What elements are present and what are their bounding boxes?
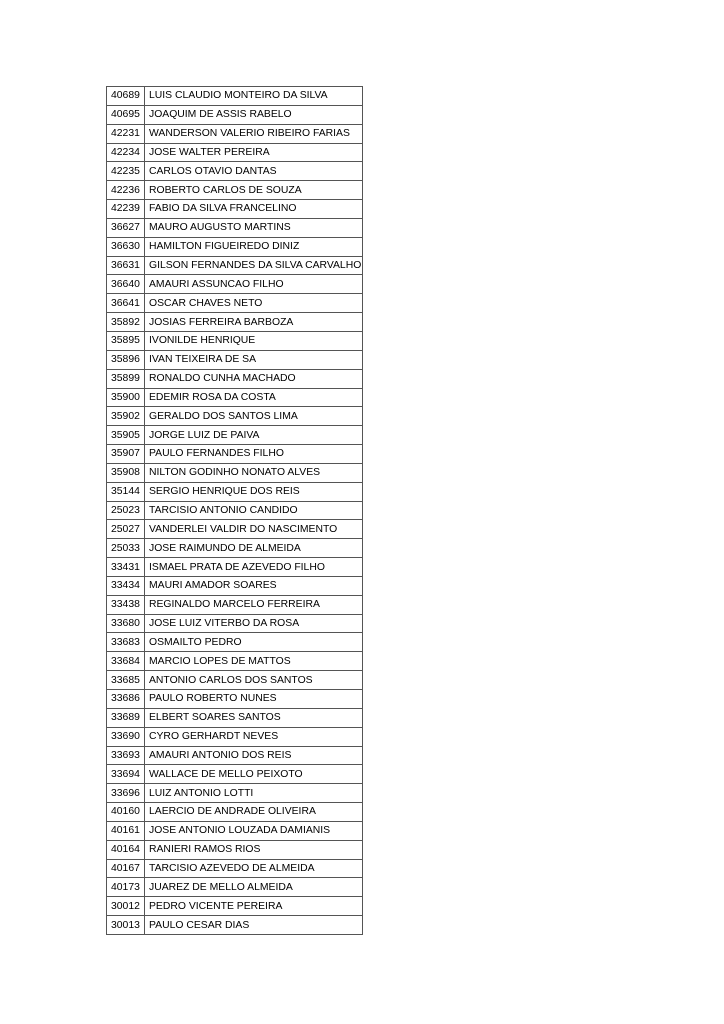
table-row (107, 482, 363, 501)
row-name-cell: JOSE RAIMUNDO DE ALMEIDA (145, 539, 363, 558)
table-row (107, 275, 363, 294)
row-name-cell: LAERCIO DE ANDRADE OLIVEIRA (145, 803, 363, 822)
table-row (107, 143, 363, 162)
row-code-cell: 35896 (107, 350, 145, 369)
row-code-cell: 33684 (107, 652, 145, 671)
row-name-cell: EDEMIR ROSA DA COSTA (145, 388, 363, 407)
row-name-cell: JOSE ANTONIO LOUZADA DAMIANIS (145, 821, 363, 840)
table-row (107, 821, 363, 840)
row-code-cell: 33680 (107, 614, 145, 633)
table-row (107, 916, 363, 935)
table-row (107, 87, 363, 106)
row-code-cell: 42236 (107, 181, 145, 200)
table-row (107, 652, 363, 671)
row-code-cell: 42231 (107, 124, 145, 143)
roster-table (106, 86, 363, 935)
table-row (107, 124, 363, 143)
table-row (107, 407, 363, 426)
table-row (107, 218, 363, 237)
table-row (107, 690, 363, 709)
row-code-cell: 40161 (107, 821, 145, 840)
row-name-cell: MAURI AMADOR SOARES (145, 576, 363, 595)
row-code-cell: 33683 (107, 633, 145, 652)
row-code-cell: 42235 (107, 162, 145, 181)
row-code-cell: 40695 (107, 105, 145, 124)
table-row (107, 633, 363, 652)
table-row (107, 520, 363, 539)
row-name-cell: ANTONIO CARLOS DOS SANTOS (145, 671, 363, 690)
row-name-cell: MAURO AUGUSTO MARTINS (145, 218, 363, 237)
row-code-cell: 35899 (107, 369, 145, 388)
row-code-cell: 30013 (107, 916, 145, 935)
row-code-cell: 42239 (107, 200, 145, 219)
row-name-cell: PAULO FERNANDES FILHO (145, 445, 363, 464)
row-code-cell: 33694 (107, 765, 145, 784)
row-code-cell: 36630 (107, 237, 145, 256)
row-code-cell: 25023 (107, 501, 145, 520)
row-code-cell: 36640 (107, 275, 145, 294)
row-name-cell: FABIO DA SILVA FRANCELINO (145, 200, 363, 219)
row-name-cell: JUAREZ DE MELLO ALMEIDA (145, 878, 363, 897)
row-name-cell: JOSE WALTER PEREIRA (145, 143, 363, 162)
row-code-cell: 40173 (107, 878, 145, 897)
table-row (107, 576, 363, 595)
row-name-cell: ELBERT SOARES SANTOS (145, 708, 363, 727)
row-code-cell: 42234 (107, 143, 145, 162)
row-code-cell: 35908 (107, 463, 145, 482)
row-name-cell: JOAQUIM DE ASSIS RABELO (145, 105, 363, 124)
row-code-cell: 40167 (107, 859, 145, 878)
row-name-cell: HAMILTON FIGUEIREDO DINIZ (145, 237, 363, 256)
row-code-cell: 40160 (107, 803, 145, 822)
table-row (107, 727, 363, 746)
table-row (107, 181, 363, 200)
row-name-cell: NILTON GODINHO NONATO ALVES (145, 463, 363, 482)
row-name-cell: AMAURI ANTONIO DOS REIS (145, 746, 363, 765)
row-code-cell: 40164 (107, 840, 145, 859)
row-name-cell: RONALDO CUNHA MACHADO (145, 369, 363, 388)
table-row (107, 897, 363, 916)
table-row (107, 539, 363, 558)
table-row (107, 671, 363, 690)
row-code-cell: 40689 (107, 87, 145, 106)
table-row (107, 614, 363, 633)
table-row (107, 765, 363, 784)
table-row (107, 313, 363, 332)
table-row (107, 558, 363, 577)
row-code-cell: 35144 (107, 482, 145, 501)
roster-table-body (107, 87, 363, 935)
row-name-cell: AMAURI ASSUNCAO FILHO (145, 275, 363, 294)
row-name-cell: ISMAEL PRATA DE AZEVEDO FILHO (145, 558, 363, 577)
table-row (107, 859, 363, 878)
row-code-cell: 33689 (107, 708, 145, 727)
row-code-cell: 36627 (107, 218, 145, 237)
table-row (107, 746, 363, 765)
row-code-cell: 33438 (107, 595, 145, 614)
row-code-cell: 35907 (107, 445, 145, 464)
row-code-cell: 25027 (107, 520, 145, 539)
row-code-cell: 36641 (107, 294, 145, 313)
table-row (107, 256, 363, 275)
row-code-cell: 33434 (107, 576, 145, 595)
row-name-cell: VANDERLEI VALDIR DO NASCIMENTO (145, 520, 363, 539)
table-row (107, 840, 363, 859)
row-name-cell: SERGIO HENRIQUE DOS REIS (145, 482, 363, 501)
table-row (107, 200, 363, 219)
row-name-cell: IVAN TEIXEIRA DE SA (145, 350, 363, 369)
row-code-cell: 36631 (107, 256, 145, 275)
row-name-cell: RANIERI RAMOS RIOS (145, 840, 363, 859)
row-code-cell: 35895 (107, 331, 145, 350)
row-name-cell: TARCISIO ANTONIO CANDIDO (145, 501, 363, 520)
row-name-cell: ROBERTO CARLOS DE SOUZA (145, 181, 363, 200)
row-code-cell: 30012 (107, 897, 145, 916)
table-row (107, 294, 363, 313)
row-code-cell: 35900 (107, 388, 145, 407)
table-row (107, 501, 363, 520)
table-row (107, 784, 363, 803)
table-row (107, 595, 363, 614)
row-name-cell: PEDRO VICENTE PEREIRA (145, 897, 363, 916)
table-row (107, 445, 363, 464)
row-name-cell: CARLOS OTAVIO DANTAS (145, 162, 363, 181)
row-name-cell: PAULO CESAR DIAS (145, 916, 363, 935)
table-row (107, 878, 363, 897)
row-name-cell: IVONILDE HENRIQUE (145, 331, 363, 350)
row-name-cell: WALLACE DE MELLO PEIXOTO (145, 765, 363, 784)
table-row (107, 331, 363, 350)
row-name-cell: OSCAR CHAVES NETO (145, 294, 363, 313)
table-row (107, 237, 363, 256)
table-row (107, 803, 363, 822)
table-row (107, 388, 363, 407)
table-row (107, 426, 363, 445)
row-name-cell: REGINALDO MARCELO FERREIRA (145, 595, 363, 614)
row-name-cell: MARCIO LOPES DE MATTOS (145, 652, 363, 671)
row-name-cell: JORGE LUIZ DE PAIVA (145, 426, 363, 445)
row-name-cell: GILSON FERNANDES DA SILVA CARVALHO (145, 256, 363, 275)
row-name-cell: JOSE LUIZ VITERBO DA ROSA (145, 614, 363, 633)
row-name-cell: CYRO GERHARDT NEVES (145, 727, 363, 746)
row-code-cell: 33693 (107, 746, 145, 765)
table-row (107, 708, 363, 727)
row-name-cell: WANDERSON VALERIO RIBEIRO FARIAS (145, 124, 363, 143)
row-name-cell: GERALDO DOS SANTOS LIMA (145, 407, 363, 426)
table-row (107, 369, 363, 388)
row-code-cell: 33696 (107, 784, 145, 803)
row-name-cell: LUIZ ANTONIO LOTTI (145, 784, 363, 803)
row-code-cell: 35892 (107, 313, 145, 332)
table-row (107, 350, 363, 369)
table-row (107, 105, 363, 124)
row-code-cell: 35902 (107, 407, 145, 426)
table-row (107, 162, 363, 181)
row-code-cell: 25033 (107, 539, 145, 558)
row-name-cell: OSMAILTO PEDRO (145, 633, 363, 652)
row-code-cell: 33431 (107, 558, 145, 577)
row-name-cell: TARCISIO AZEVEDO DE ALMEIDA (145, 859, 363, 878)
row-code-cell: 33686 (107, 690, 145, 709)
row-code-cell: 33685 (107, 671, 145, 690)
row-code-cell: 33690 (107, 727, 145, 746)
table-row (107, 463, 363, 482)
row-name-cell: JOSIAS FERREIRA BARBOZA (145, 313, 363, 332)
row-name-cell: PAULO ROBERTO NUNES (145, 690, 363, 709)
row-code-cell: 35905 (107, 426, 145, 445)
row-name-cell: LUIS CLAUDIO MONTEIRO DA SILVA (145, 87, 363, 106)
